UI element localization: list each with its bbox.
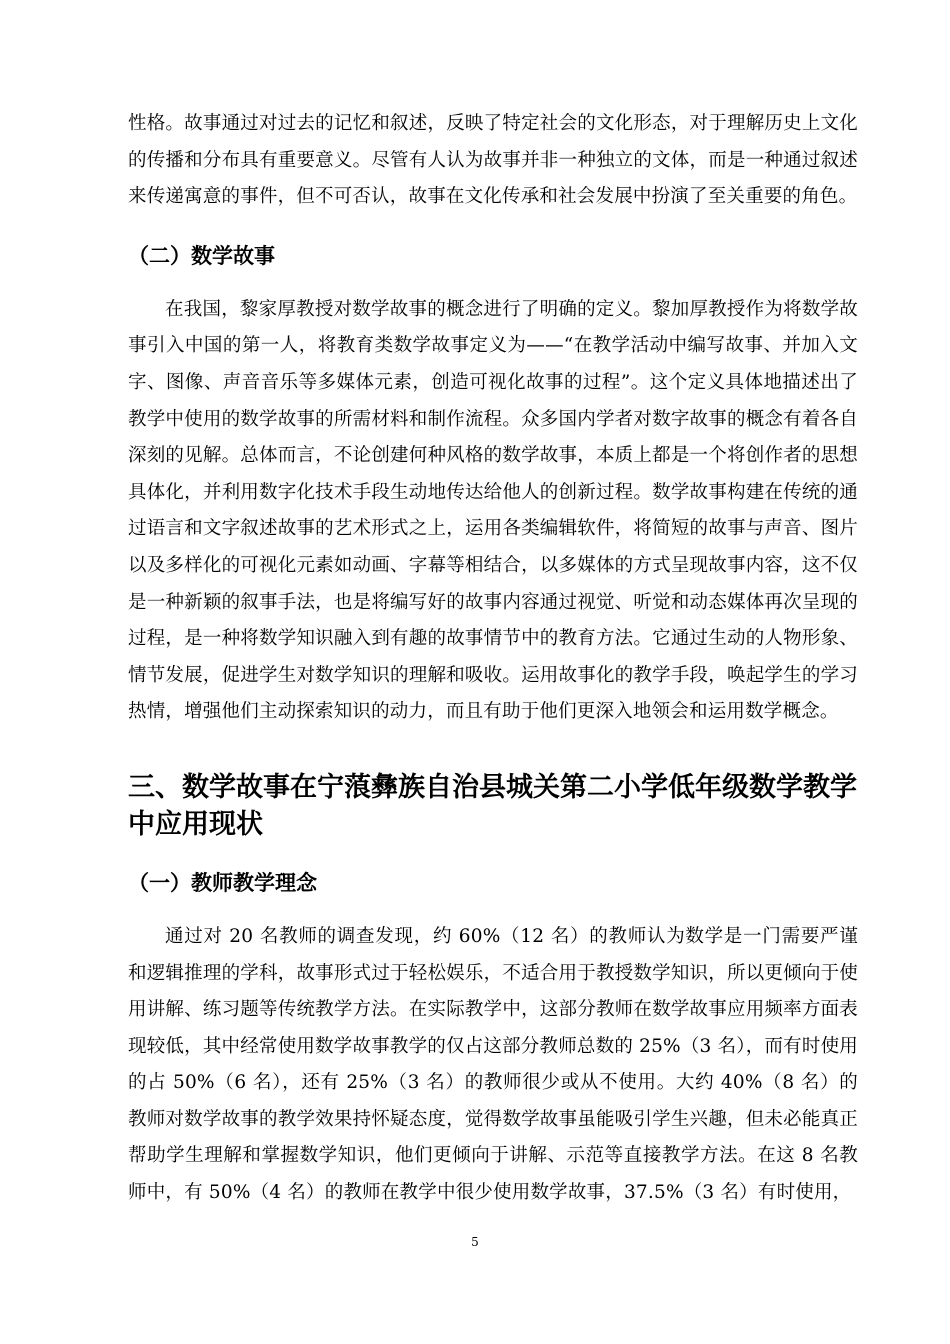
section-heading-teacher-concept: （一）教师教学理念	[128, 870, 317, 895]
paragraph-math-story: 在我国，黎家厚教授对数学故事的概念进行了明确的定义。黎加厚教授作为将数学故事引入中国的第一人，将教育类数学故事定义为——“在教学活动中编写故事、并加入文字、图像、声音音乐等多媒体元素，创造可视化故事的过程”。这个定义具体地描述出了教学中使用的数学故事的所需材料和制作流程。众多国内学者对数字故事的概念有着各自深刻的见解。总体而言，不论创建何种风格的数学故事，本质上都是一个将创作者的思想具体化，并利用数字化技术手段生动地传达给他人的创新过程。数学故事构建在传统的通过语言和文字叙述故事的艺术形式之上，运用各类编辑软件，将简短的故事与声音、图片以及多样化的可视化元素如动画、字幕等相结合，以多媒体的方式呈现故事内容，这不仅是一种新颖的叙事手法，也是将编写好的故事内容通过视觉、听觉和动态媒体再次呈现的过程，是一种将数学知识融入到有趣的故事情节中的教育方法。它通过生动的人物形象、情节发展，促进学生对数学知识的理解和吸收。运用故事化的教学手段，唤起学生的学习热情，增强他们主动探索知识的动力，而且有助于他们更深入地领会和运用数学概念。	[128, 298, 858, 723]
paragraph-intro: 性格。故事通过对过去的记忆和叙述，反映了特定社会的文化形态，对于理解历史上文化的传播和分布具有重要意义。尽管有人认为故事并非一种独立的文体，而是一种通过叙述来传递寓意的事件，但不可否认，故事在文化传承和社会发展中扮演了至关重要的角色。	[128, 113, 858, 208]
section-heading-math-story: （二）数学故事	[128, 243, 275, 268]
page-body	[128, 106, 858, 1212]
page-number: 5	[471, 1235, 479, 1249]
chapter-heading-section-three: 三、数学故事在宁蒗彝族自治县城关第二小学低年级数学教学中应用现状	[128, 771, 857, 840]
paragraph-teacher-concept: 通过对 20 名教师的调查发现，约 60%（12 名）的教师认为数学是一门需要严谨和逻辑推理的学科，故事形式过于轻松娱乐，不适合用于教授数学知识，所以更倾向于使用讲解、练习题等传统教学方法。在实际教学中，这部分教师在数学故事应用频率方面表现较低，其中经常使用数学故事教学的仅占这部分教师总数的 25%（3 名），而有时使用的占 50%（6 名），还有 25%（3 名）的教师很少或从不使用。大约 40%（8 名）的教师对数学故事的教学效果持怀疑态度，觉得数学故事虽能吸引学生兴趣，但未必能真正帮助学生理解和掌握数学知识，他们更倾向于讲解、示范等直接教学方法。在这 8 名教师中，有 50%（4 名）的教师在教学中很少使用数学故事，37.5%（3 名）有时使用，	[128, 925, 858, 1204]
